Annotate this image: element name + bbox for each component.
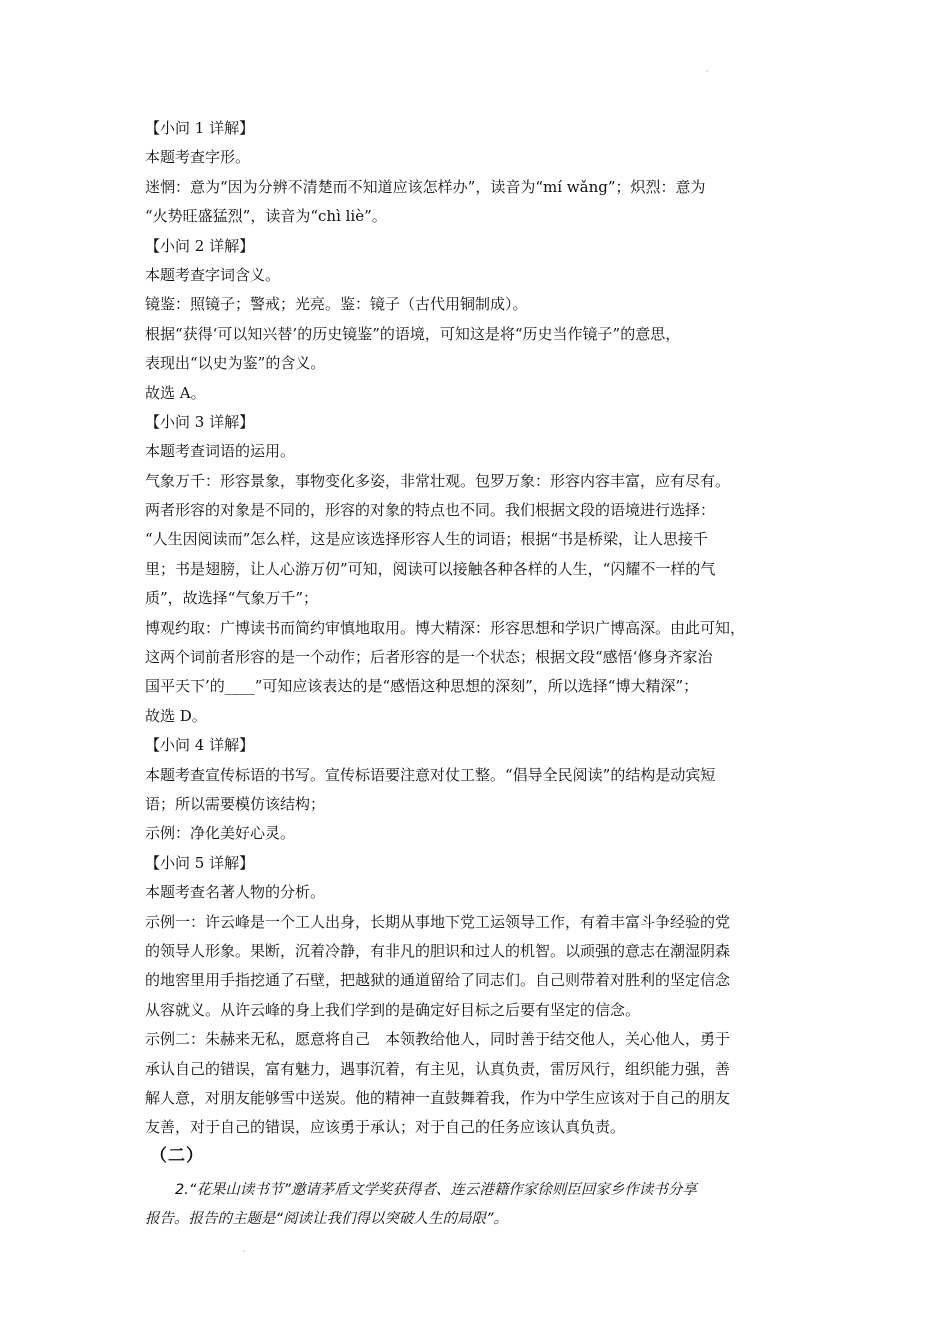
text-line: 里；书是翅膀，让人心游万仞”可知，阅读可以接触各种各样的人生，“闪耀不一样的气: [145, 559, 716, 578]
text-line: “人生因阅读而”怎么样，这是应该选择形容人生的词语；根据“书是桥梁，让人思接千: [145, 530, 709, 549]
text-line: 博观约取：广博读书而简约审慎地取用。博大精深：形容思想和学识广博高深。由此可知，: [145, 618, 746, 637]
scan-speck: [243, 1250, 245, 1252]
heading-q4: 【小问 4 详解】: [145, 736, 255, 755]
text-line: 本题考查宣传标语的书写。宣传标语要注意对仗工整。“倡导全民阅读”的结构是动宾短: [145, 765, 716, 784]
text-line: 本题考查字词含义。: [145, 265, 281, 284]
scan-speck: [706, 70, 708, 72]
question-2-intro: [145, 1176, 815, 1234]
text-line: 示例：净化美好心灵。: [145, 824, 296, 843]
heading-q2: 【小问 2 详解】: [145, 236, 255, 255]
text-line: 从容就义。从许云峰的身上我们学到的是确定好目标之后要有坚定的信念。: [145, 1000, 641, 1019]
text-line: 本题考查名著人物的分析。: [145, 883, 326, 902]
text-line: 故选 D。: [145, 706, 207, 725]
text-line: 解人意，对朋友能够雪中送炭。他的精神一直鼓舞着我，作为中学生应该对于自己的朋友: [145, 1088, 731, 1107]
heading-q5: 【小问 5 详解】: [145, 853, 255, 872]
text-line: 表现出“以史为鉴”的含义。: [145, 354, 326, 373]
text-line: 故选 A。: [145, 383, 206, 402]
question-2-line: 2.“花果山读书节”邀请茅盾文学奖获得者、连云港籍作家徐则臣回家乡作读书分享: [175, 1182, 697, 1198]
text-line: 示例二：朱赫来无私，愿意将自己 本领教给他人，同时善于结交他人，关心他人，勇于: [145, 1030, 731, 1049]
text-line: 国平天下’的____”可知应该表达的是“感悟这种思想的深刻”，所以选择“博大精深”；: [145, 677, 699, 696]
text-line: 承认自己的错误，富有魅力，遇事沉着，有主见，认真负责，雷厉风行，组织能力强，善: [145, 1059, 731, 1078]
section-title: （二）: [150, 1146, 204, 1166]
text-line: 的领导人形象。果断，沉着冷静，有非凡的胆识和过人的机智。以顽强的意志在潮湿阴森: [145, 941, 731, 960]
text-line: 质”，故选择“气象万千”；: [145, 589, 319, 608]
text-line: 这两个词前者形容的是一个动作；后者形容的是一个状态；根据文段“感悟‘修身齐家治: [145, 648, 713, 667]
answer-explanations: [145, 114, 805, 1143]
text-line: 迷惘：意为“因为分辨不清楚而不知道应该怎样办”，读音为“mí wǎng”；炽烈：意为: [145, 177, 706, 196]
question-2-line: 报告。报告的主题是“阅读让我们得以突破人生的局限”。: [145, 1211, 509, 1227]
text-line: 气象万千：形容景象，事物变化多姿，非常壮观。包罗万象：形容内容丰富，应有尽有。: [145, 471, 731, 490]
heading-q3: 【小问 3 详解】: [145, 412, 255, 431]
text-line: 根据“获得‘可以知兴替’的历史镜鉴”的语境，可知这是将“历史当作镜子”的意思，: [145, 324, 681, 343]
text-line: 本题考查词语的运用。: [145, 442, 296, 461]
text-line: 镜鉴：照镜子；警戒；光亮。鉴：镜子（古代用铜制成）。: [145, 295, 528, 314]
text-line: “火势旺盛猛烈”，读音为“chì liè”。: [145, 207, 387, 226]
heading-q1: 【小问 1 详解】: [145, 119, 255, 137]
text-line: 两者形容的对象是不同的，形容的对象的特点也不同。我们根据文段的语境进行选择：: [145, 501, 716, 520]
text-line: 的地窖里用手指挖通了石壁，把越狱的通道留给了同志们。自己则带着对胜利的坚定信念: [145, 971, 731, 990]
text-line: 友善，对于自己的错误，应该勇于承认；对于自己的任务应该认真负责。: [145, 1118, 626, 1137]
text-line: 本题考查字形。: [145, 148, 251, 167]
text-line: 语；所以需要模仿该结构；: [145, 794, 326, 813]
text-line: 示例一：许云峰是一个工人出身，长期从事地下党工运领导工作，有着丰富斗争经验的党: [145, 912, 731, 931]
